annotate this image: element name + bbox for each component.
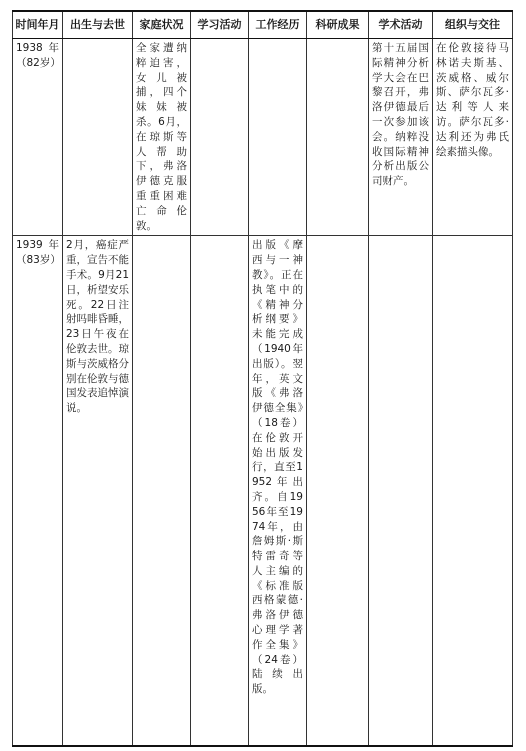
- cell-study: [191, 236, 249, 747]
- table-row-1938: [13, 39, 513, 236]
- header-family: 家庭状况: [133, 11, 191, 39]
- cell-research: [307, 39, 369, 236]
- header-birth-death: 出生与去世: [63, 11, 133, 39]
- chronology-table: [12, 10, 513, 747]
- header-row: [13, 11, 513, 39]
- cell-academic: [369, 236, 433, 747]
- cell-birth-death: 2月，癌症严重，宣告不能手术。9月21日，析望安乐死。22日注射吗啡昏睡，23日午夜在伦敦去世。琼斯与茨威格分别在伦敦与德国发表追悼演说。: [63, 236, 133, 747]
- cell-work: 出版《摩西与一神教》。正在执笔中的《精神分析纲要》未能完成（1940年出版）。翌年，英文版《弗洛伊德全集》（18卷）在伦敦开始出版发行，直至1952年出齐。自1956年至1974年，由詹姆斯·斯特雷奇等人主编的《标准版西格蒙德·弗洛伊德心理学著作全集》（24卷）陆续出版。: [249, 236, 307, 747]
- header-work: 工作经历: [249, 11, 307, 39]
- cell-birth-death: [63, 39, 133, 236]
- header-academic: 学术活动: [369, 11, 433, 39]
- cell-year: 1938年（82岁）: [13, 39, 63, 236]
- cell-research: [307, 236, 369, 747]
- cell-family: [133, 236, 191, 747]
- chronology-page: [12, 10, 512, 741]
- header-research: 科研成果: [307, 11, 369, 39]
- cell-organization: 在伦敦接待马林诺夫斯基、茨威格、威尔斯、萨尔瓦多·达利等人来访。萨尔瓦多·达利还为弗氏绘素描头像。: [433, 39, 513, 236]
- cell-academic: 第十五届国际精神分析学大会在巴黎召开，弗洛伊德最后一次参加该会。纳粹没收国际精神分析出版公司财产。: [369, 39, 433, 236]
- cell-study: [191, 39, 249, 236]
- table-row-1939: [13, 236, 513, 747]
- header-time: 时间年月: [13, 11, 63, 39]
- cell-family: 全家遭纳粹迫害，女儿被捕，四个妹妹被杀。6月，在琼斯等人帮助下，弗洛伊德克服重重困难亡命伦敦。: [133, 39, 191, 236]
- header-study: 学习活动: [191, 11, 249, 39]
- cell-organization: [433, 236, 513, 747]
- header-organization: 组织与交往: [433, 11, 513, 39]
- cell-year: 1939年（83岁）: [13, 236, 63, 747]
- cell-work: [249, 39, 307, 236]
